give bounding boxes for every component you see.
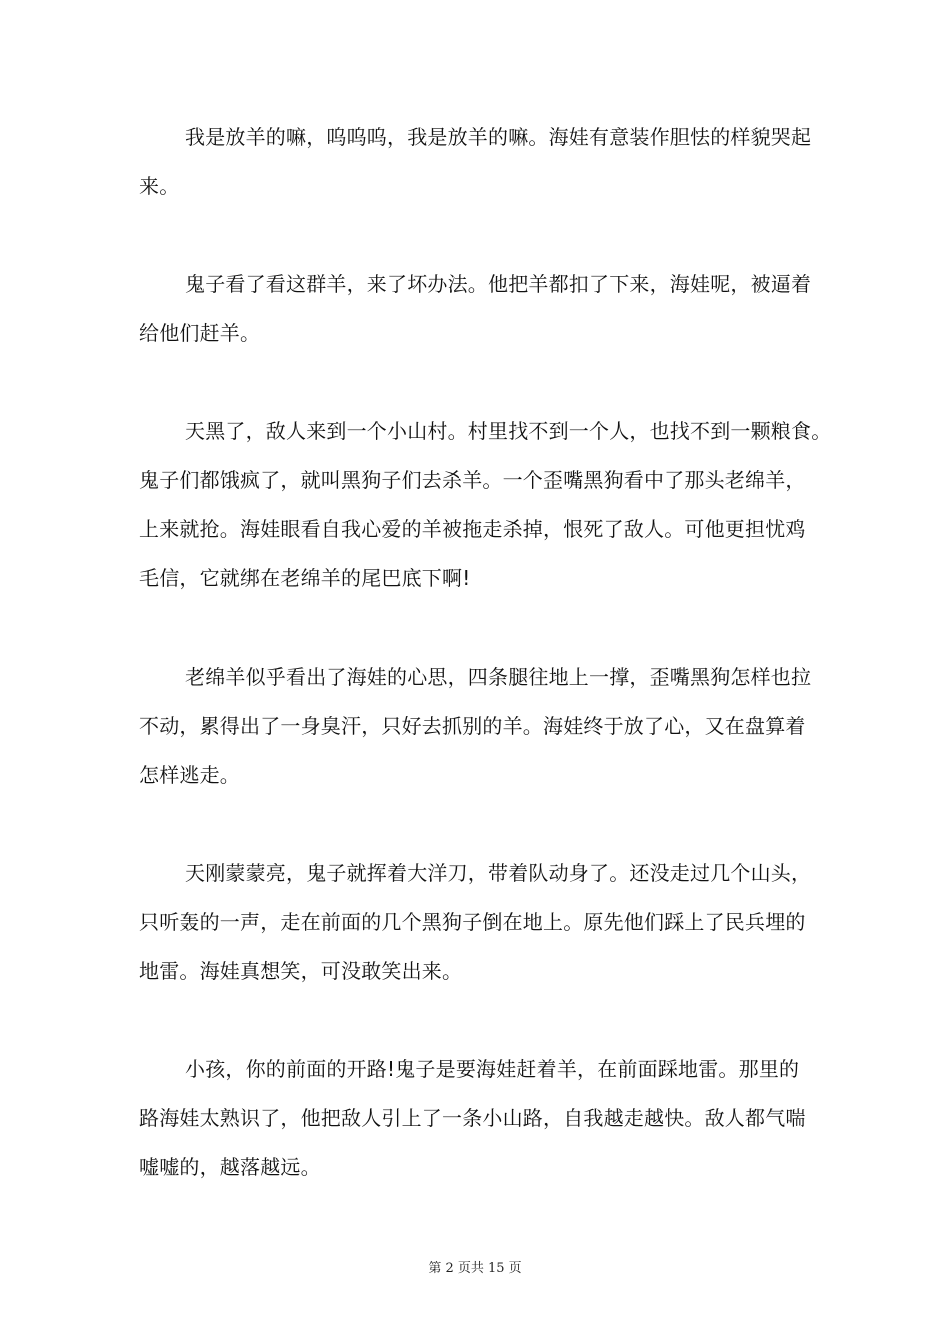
paragraph-4 (139, 653, 839, 800)
paragraph-line: 不动，累得出了一身臭汗，只好去抓别的羊。海娃终于放了心，又在盘算着 (139, 714, 806, 738)
paragraph-5 (139, 849, 839, 996)
paragraph-1 (139, 113, 839, 211)
paragraph-line: 路海娃太熟识了，他把敌人引上了一条小山路，自我越走越快。敌人都气喘 (139, 1106, 806, 1130)
paragraph-line: 毛信，它就绑在老绵羊的尾巴底下啊! (139, 566, 471, 590)
paragraph-line: 嘘嘘的，越落越远。 (139, 1155, 321, 1179)
paragraph-line: 来。 (139, 174, 180, 198)
page-number-footer: 第 2 页共 15 页 (428, 1261, 522, 1276)
paragraph-line: 我是放羊的嘛，呜呜呜，我是放羊的嘛。海娃有意装作胆怯的样貌哭起 (185, 125, 812, 149)
paragraph-line: 鬼子看了看这群羊，来了坏办法。他把羊都扣了下来，海娃呢，被逼着 (185, 272, 812, 296)
paragraph-line: 天刚蒙蒙亮，鬼子就挥着大洋刀，带着队动身了。还没走过几个山头， (185, 861, 812, 885)
paragraph-line: 给他们赶羊。 (139, 321, 261, 345)
paragraph-line: 地雷。海娃真想笑，可没敢笑出来。 (139, 959, 463, 983)
paragraph-line: 鬼子们都饿疯了，就叫黑狗子们去杀羊。一个歪嘴黑狗看中了那头老绵羊， (139, 468, 806, 492)
paragraph-line: 上来就抢。海娃眼看自我心爱的羊被拖走杀掉，恨死了敌人。可他更担忧鸡 (139, 517, 806, 541)
paragraph-line: 老绵羊似乎看出了海娃的心思，四条腿往地上一撑，歪嘴黑狗怎样也拉 (185, 665, 812, 689)
paragraph-line: 小孩，你的前面的开路!鬼子是要海娃赶着羊，在前面踩地雷。那里的 (185, 1057, 800, 1081)
paragraph-line: 天黑了，敌人来到一个小山村。村里找不到一个人，也找不到一颗粮食。 (185, 419, 832, 443)
paragraph-2 (139, 260, 839, 358)
paragraph-3 (139, 407, 839, 603)
paragraph-line: 怎样逃走。 (139, 763, 240, 787)
paragraph-line: 只听轰的一声，走在前面的几个黑狗子倒在地上。原先他们踩上了民兵埋的 (139, 910, 806, 934)
paragraph-6 (139, 1045, 839, 1192)
